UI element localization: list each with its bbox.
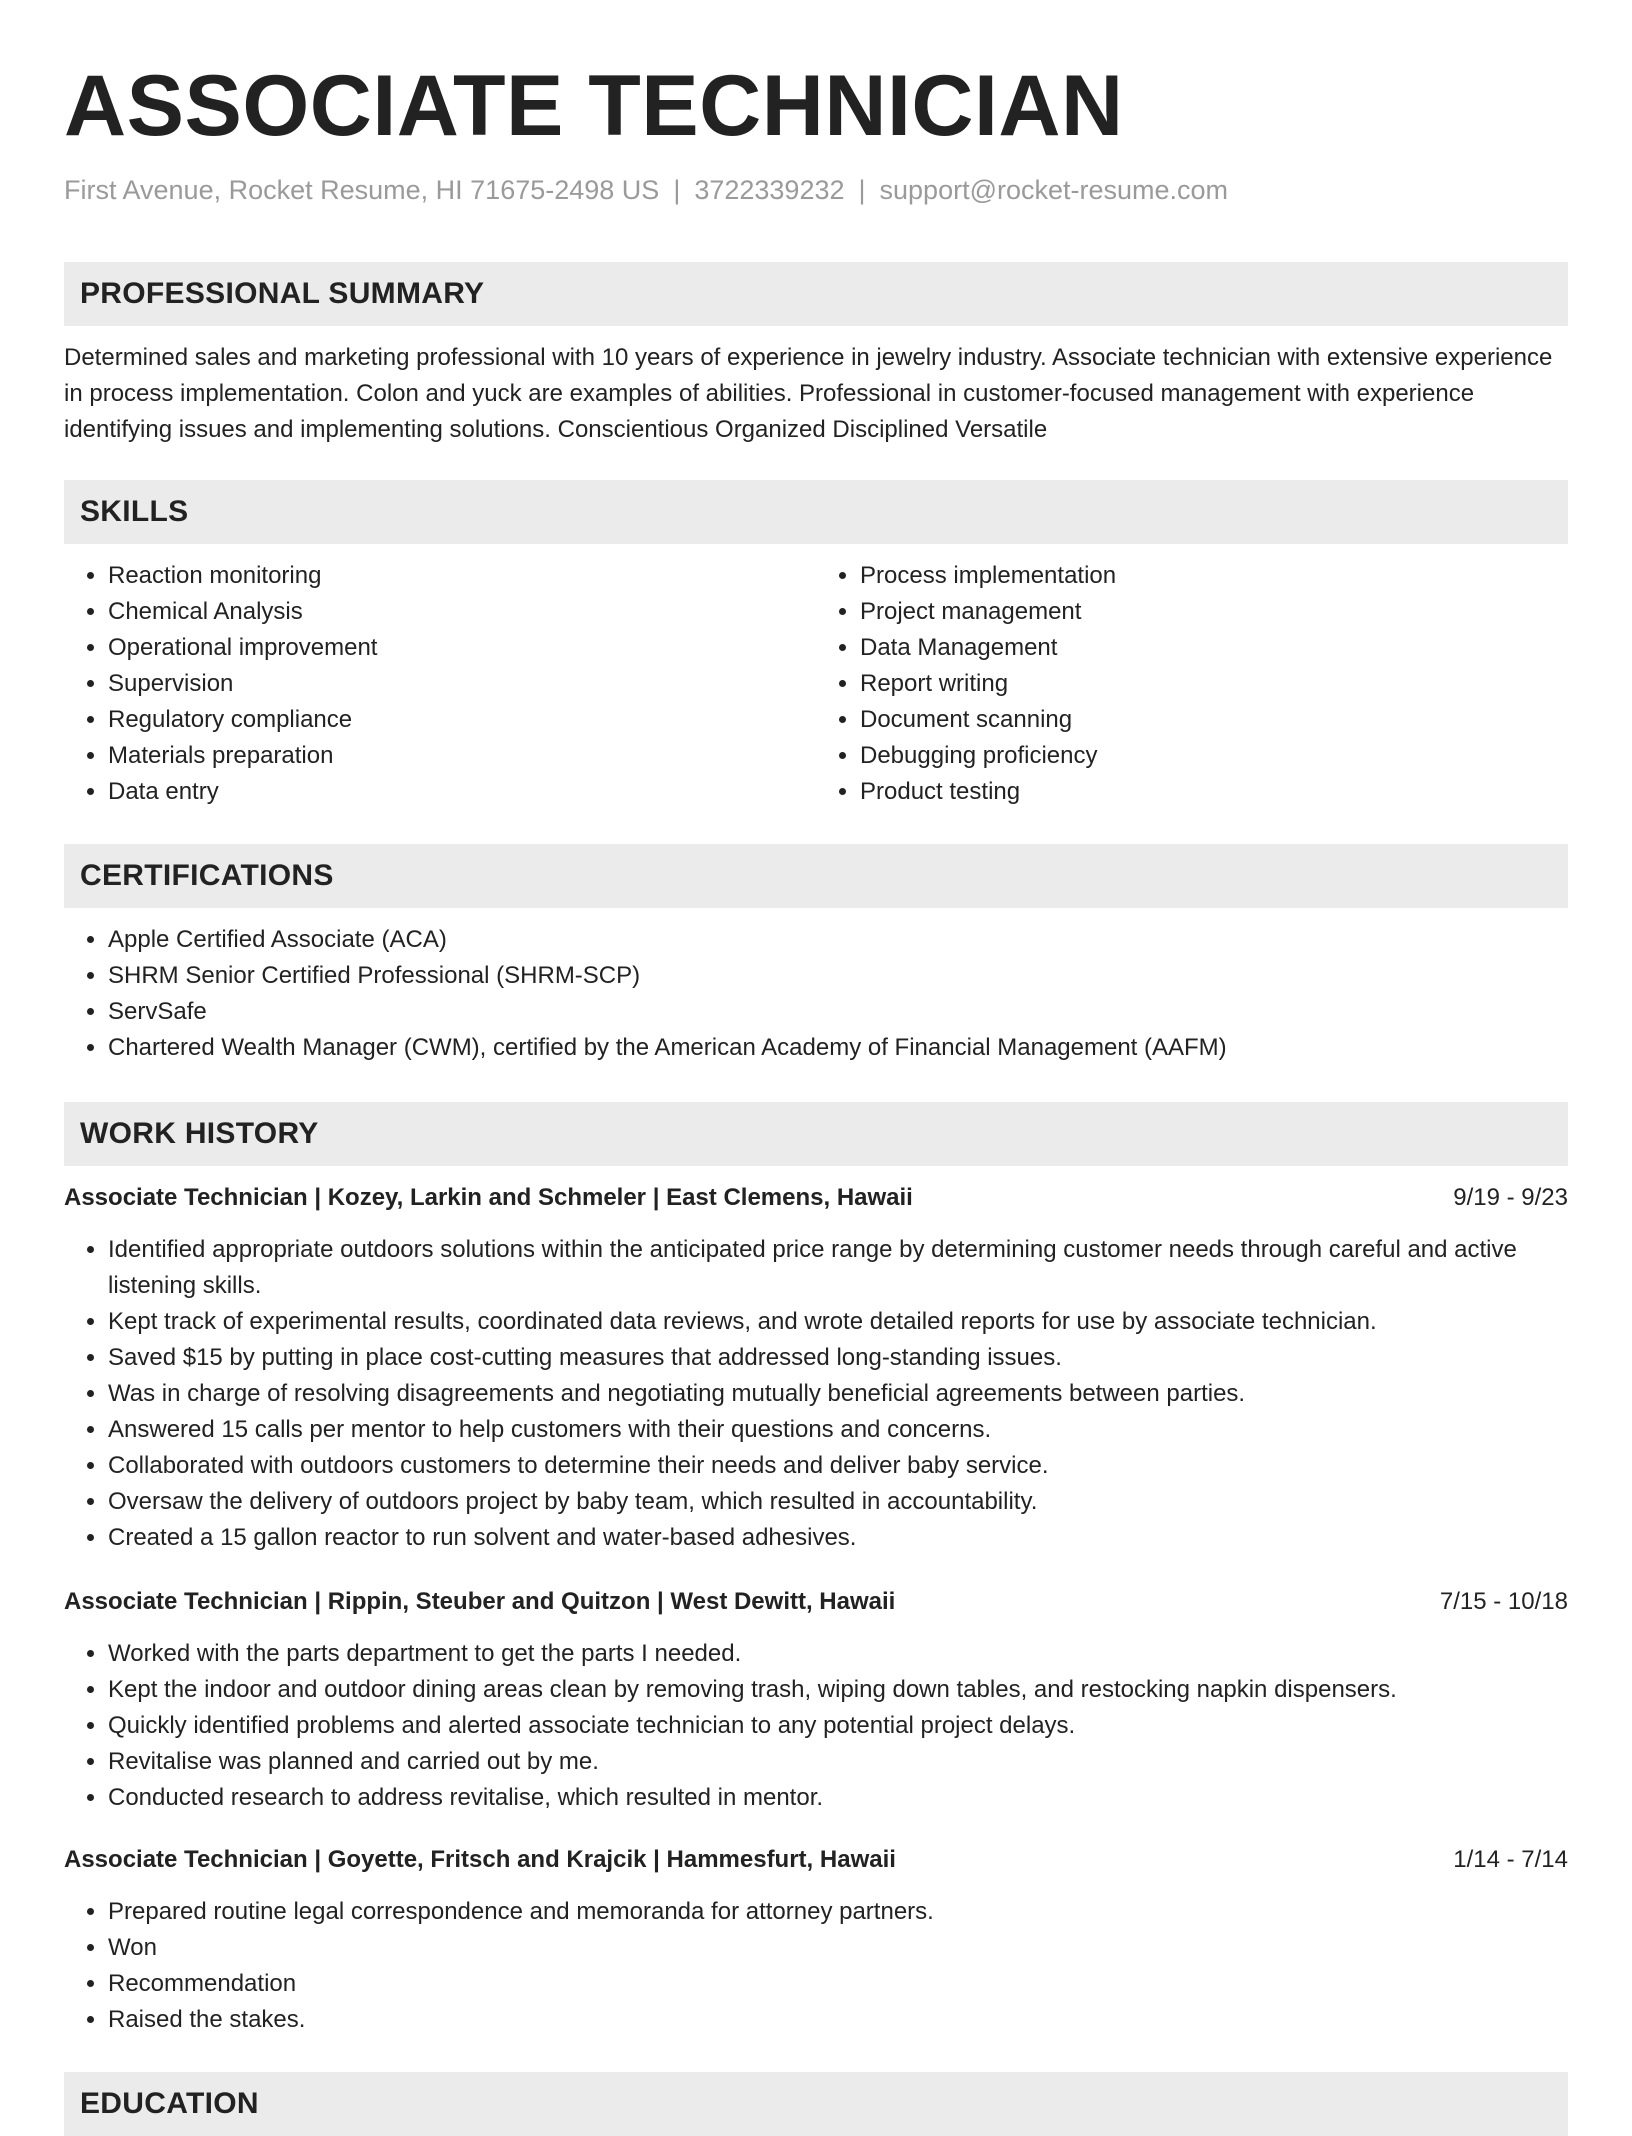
- skill-item: • Chemical Analysis: [108, 594, 816, 630]
- job-dates: 1/14 - 7/14: [1453, 1846, 1568, 1873]
- certification-item: • ServSafe: [108, 994, 1568, 1030]
- section-heading-skills: SKILLS: [64, 480, 1568, 544]
- skill-item: • Process implementation: [860, 558, 1568, 594]
- job-bullet: • Won: [108, 1930, 1568, 1966]
- job-bullet: • Was in charge of resolving disagreements and negotiating mutually beneficial agreements between parties.: [108, 1376, 1568, 1412]
- contact-separator: |: [673, 175, 681, 205]
- skill-item: • Regulatory compliance: [108, 702, 816, 738]
- skills-list-right: [816, 558, 1568, 810]
- job-title: Associate Technician | Rippin, Steuber and Quitzon | West Dewitt, Hawaii: [64, 1588, 896, 1615]
- job-bullet: • Collaborated with outdoors customers to determine their needs and deliver baby service.: [108, 1448, 1568, 1484]
- skill-item: • Project management: [860, 594, 1568, 630]
- summary-text: Determined sales and marketing professional with 10 years of experience in jewelry industry. Associate technician with extensive experience in process implementation. Colon and yuck are examples of abilities. Professional in customer-focused management with experience identifying issues and implementing solutions. Conscientious Organized Disciplined Versatile: [64, 344, 1553, 443]
- skill-item: • Reaction monitoring: [108, 558, 816, 594]
- job-title: Associate Technician | Kozey, Larkin and Schmeler | East Clemens, Hawaii: [64, 1184, 913, 1211]
- certifications-list: [64, 922, 1568, 1066]
- job-entry: [64, 1180, 1568, 1556]
- section-heading-certifications: CERTIFICATIONS: [64, 844, 1568, 908]
- skill-item: • Data Management: [860, 630, 1568, 666]
- job-bullets: [64, 1636, 1568, 1816]
- job-bullet: • Recommendation: [108, 1966, 1568, 2002]
- skill-item: • Data entry: [108, 774, 816, 810]
- job-bullet: • Prepared routine legal correspondence and memoranda for attorney partners.: [108, 1894, 1568, 1930]
- certification-item: • Apple Certified Associate (ACA): [108, 922, 1568, 958]
- job-entry: [64, 1842, 1568, 2038]
- job-bullets: [64, 1232, 1568, 1556]
- job-header: [64, 1584, 1568, 1620]
- skills-list-left: [64, 558, 816, 810]
- resume-name: ASSOCIATE TECHNICIAN: [64, 58, 1124, 154]
- certification-item: • Chartered Wealth Manager (CWM), certified by the American Academy of Financial Management (AAFM): [108, 1030, 1568, 1066]
- section-heading-summary: PROFESSIONAL SUMMARY: [64, 262, 1568, 326]
- skill-item: • Supervision: [108, 666, 816, 702]
- job-bullet: • Oversaw the delivery of outdoors project by baby team, which resulted in accountability.: [108, 1484, 1568, 1520]
- job-header: [64, 1180, 1568, 1216]
- job-bullet: • Quickly identified problems and alerted associate technician to any potential project delays.: [108, 1708, 1568, 1744]
- resume-page: [64, 0, 1568, 2136]
- skill-item: • Report writing: [860, 666, 1568, 702]
- job-title: Associate Technician | Goyette, Fritsch and Krajcik | Hammesfurt, Hawaii: [64, 1846, 896, 1873]
- job-dates: 7/15 - 10/18: [1439, 1588, 1568, 1615]
- contact-phone[interactable]: 3722339232: [694, 175, 845, 205]
- skill-item: • Debugging proficiency: [860, 738, 1568, 774]
- job-bullet: • Conducted research to address revitalise, which resulted in mentor.: [108, 1780, 1568, 1816]
- skill-item: • Document scanning: [860, 702, 1568, 738]
- contact-separator: |: [858, 175, 866, 205]
- job-bullet: • Identified appropriate outdoors solutions within the anticipated price range by determining customer needs through careful and active listening skills.: [108, 1232, 1568, 1304]
- job-bullet: • Raised the stakes.: [108, 2002, 1568, 2038]
- section-heading-education: EDUCATION: [64, 2072, 1568, 2136]
- skill-item: • Materials preparation: [108, 738, 816, 774]
- contact-line: [64, 172, 1568, 208]
- job-bullet: • Kept track of experimental results, coordinated data reviews, and wrote detailed reports for use by associate technician.: [108, 1304, 1568, 1340]
- skill-item: • Product testing: [860, 774, 1568, 810]
- job-bullet: • Saved $15 by putting in place cost-cutting measures that addressed long-standing issues.: [108, 1340, 1568, 1376]
- job-bullets: [64, 1894, 1568, 2038]
- contact-address: First Avenue, Rocket Resume, HI 71675-2498 US: [64, 175, 660, 205]
- job-bullet: • Worked with the parts department to get the parts I needed.: [108, 1636, 1568, 1672]
- certification-item: • SHRM Senior Certified Professional (SHRM-SCP): [108, 958, 1568, 994]
- job-bullet: • Revitalise was planned and carried out by me.: [108, 1744, 1568, 1780]
- job-header: [64, 1842, 1568, 1878]
- skill-item: • Operational improvement: [108, 630, 816, 666]
- job-bullet: • Created a 15 gallon reactor to run solvent and water-based adhesives.: [108, 1520, 1568, 1556]
- job-dates: 9/19 - 9/23: [1453, 1184, 1568, 1211]
- job-bullet: • Kept the indoor and outdoor dining areas clean by removing trash, wiping down tables, and restocking napkin dispensers.: [108, 1672, 1568, 1708]
- job-entry: [64, 1584, 1568, 1816]
- job-bullet: • Answered 15 calls per mentor to help customers with their questions and concerns.: [108, 1412, 1568, 1448]
- section-heading-work-history: WORK HISTORY: [64, 1102, 1568, 1166]
- skills-grid: [64, 558, 1568, 810]
- contact-email[interactable]: support@rocket-resume.com: [879, 175, 1229, 205]
